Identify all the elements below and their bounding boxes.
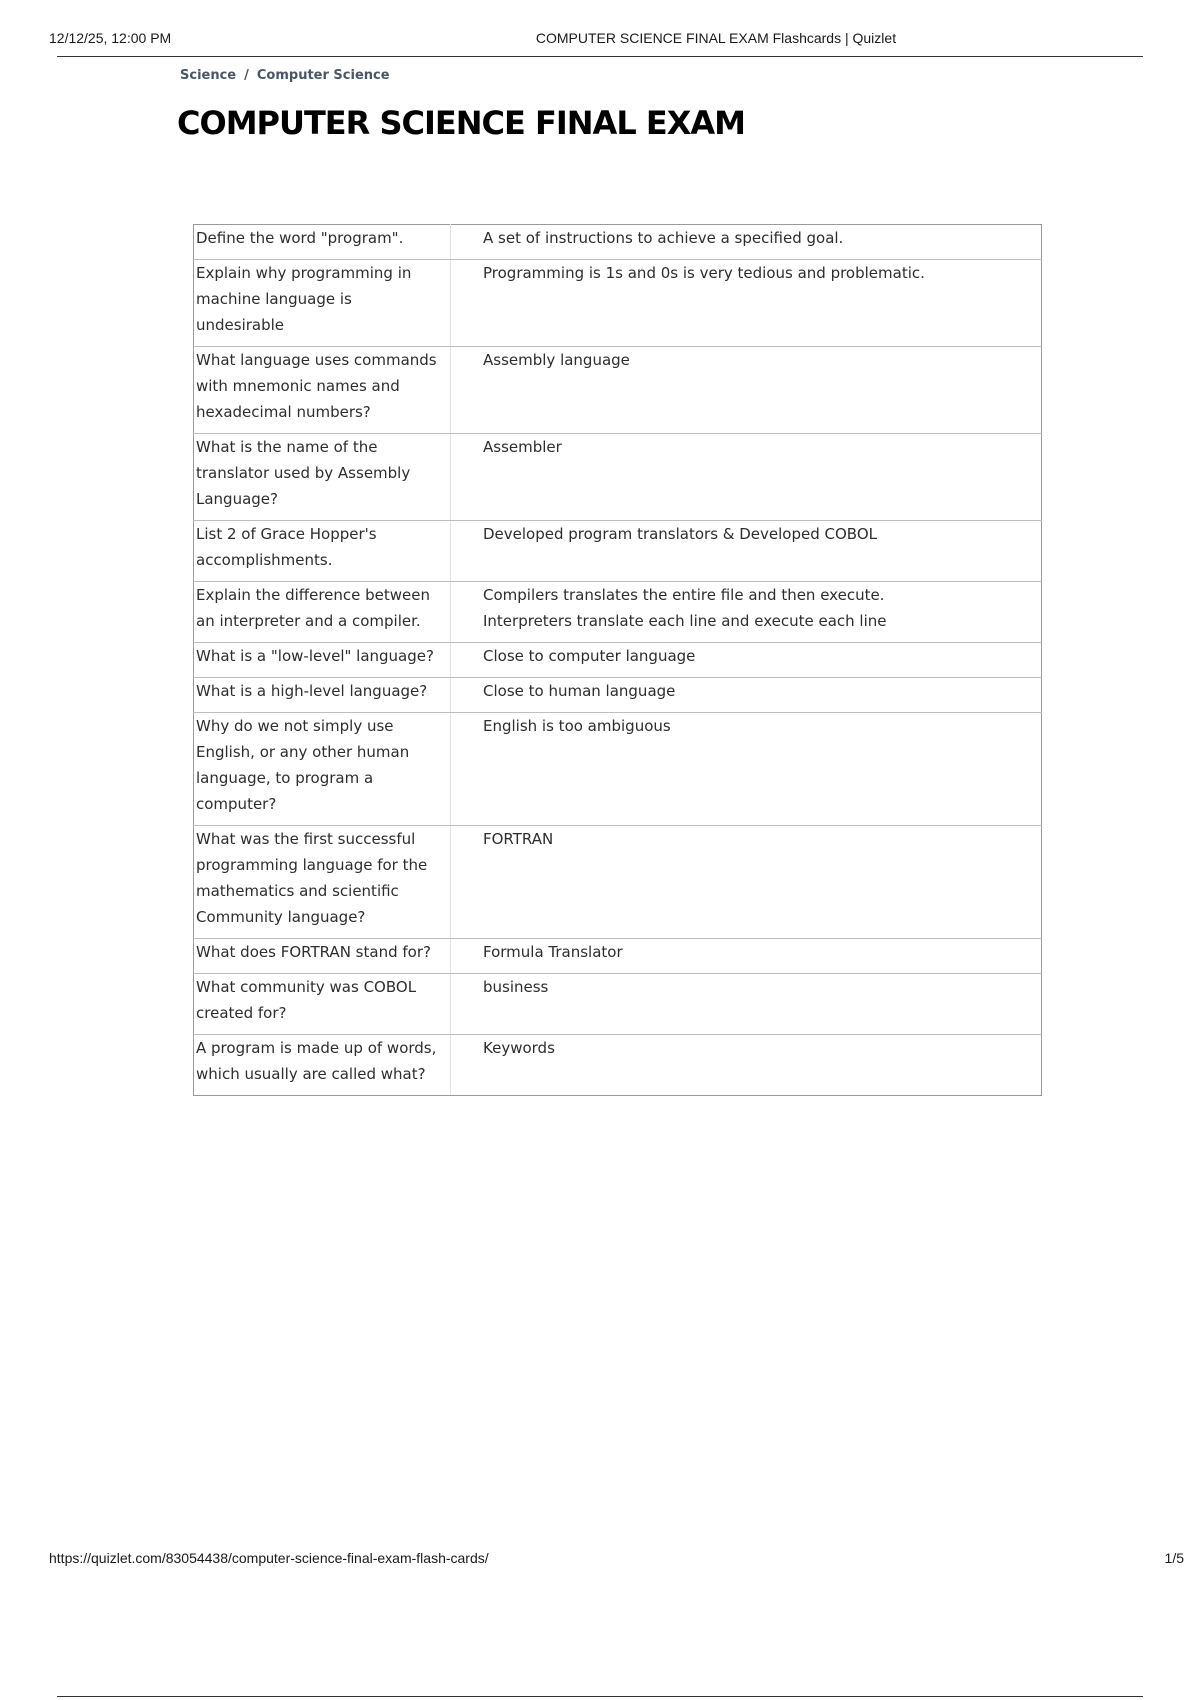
flashcard-definition: Programming is 1s and 0s is very tedious and problematic. [451, 260, 1042, 347]
flashcard-row [194, 225, 1042, 260]
flashcard-definition: FORTRAN [451, 826, 1042, 939]
header-divider [57, 56, 1143, 57]
flashcard-definition: Formula Translator [451, 939, 1042, 974]
print-document-title: COMPUTER SCIENCE FINAL EXAM Flashcards | Quizlet [535, 30, 897, 46]
flashcard-definition: Developed program translators & Developed COBOL [451, 521, 1042, 582]
footer-divider [57, 1696, 1143, 1697]
flashcard-row [194, 826, 1042, 939]
flashcard-definition: Keywords [451, 1035, 1042, 1096]
flashcard-definition: business [451, 974, 1042, 1035]
print-footer [0, 1550, 1200, 1570]
breadcrumb-link-computer-science[interactable]: Computer Science [256, 68, 390, 83]
flashcard-row [194, 434, 1042, 521]
flashcard-term: What language uses commands with mnemonic names and hexadecimal numbers? [194, 347, 451, 434]
flashcard-definition: Compilers translates the entire file and then execute. Interpreters translate each line and execute each line [451, 582, 1042, 643]
flashcard-term: What is the name of the translator used by Assembly Language? [194, 434, 451, 521]
breadcrumb [180, 68, 390, 83]
flashcard-row [194, 678, 1042, 713]
flashcard-definition: A set of instructions to achieve a specified goal. [451, 225, 1042, 260]
flashcard-row [194, 521, 1042, 582]
flashcard-row [194, 582, 1042, 643]
flashcard-row [194, 939, 1042, 974]
print-url: https://quizlet.com/83054438/computer-science-final-exam-flash-cards/ [49, 1550, 489, 1566]
print-header [0, 30, 1200, 56]
flashcard-term: Why do we not simply use English, or any other human language, to program a computer? [194, 713, 451, 826]
flashcard-term: What does FORTRAN stand for? [194, 939, 451, 974]
breadcrumb-link-science[interactable]: Science [180, 68, 237, 83]
flashcard-row [194, 713, 1042, 826]
flashcard-row [194, 347, 1042, 434]
flashcard-definition: Assembler [451, 434, 1042, 521]
flashcard-term: What community was COBOL created for? [194, 974, 451, 1035]
flashcard-term: Explain the difference between an interpreter and a compiler. [194, 582, 451, 643]
page-title: COMPUTER SCIENCE FINAL EXAM [177, 104, 745, 142]
flashcard-term: What is a "low-level" language? [194, 643, 451, 678]
flashcard-definition: English is too ambiguous [451, 713, 1042, 826]
flashcard-term: A program is made up of words, which usually are called what? [194, 1035, 451, 1096]
flashcard-definition: Assembly language [451, 347, 1042, 434]
flashcard-row [194, 260, 1042, 347]
breadcrumb-separator: / [244, 68, 249, 83]
print-datetime: 12/12/25, 12:00 PM [49, 30, 172, 46]
flashcard-term: List 2 of Grace Hopper's accomplishments. [194, 521, 451, 582]
flashcard-term: Explain why programming in machine language is undesirable [194, 260, 451, 347]
flashcard-row [194, 974, 1042, 1035]
flashcard-definition: Close to computer language [451, 643, 1042, 678]
flashcard-row [194, 643, 1042, 678]
flashcard-term: Define the word "program". [194, 225, 451, 260]
flashcard-row [194, 1035, 1042, 1096]
flashcard-definition: Close to human language [451, 678, 1042, 713]
flashcard-term: What was the first successful programming language for the mathematics and scientific Community language? [194, 826, 451, 939]
flashcard-table [193, 224, 1042, 1096]
page-number: 1/5 [1164, 1550, 1184, 1566]
flashcard-term: What is a high-level language? [194, 678, 451, 713]
